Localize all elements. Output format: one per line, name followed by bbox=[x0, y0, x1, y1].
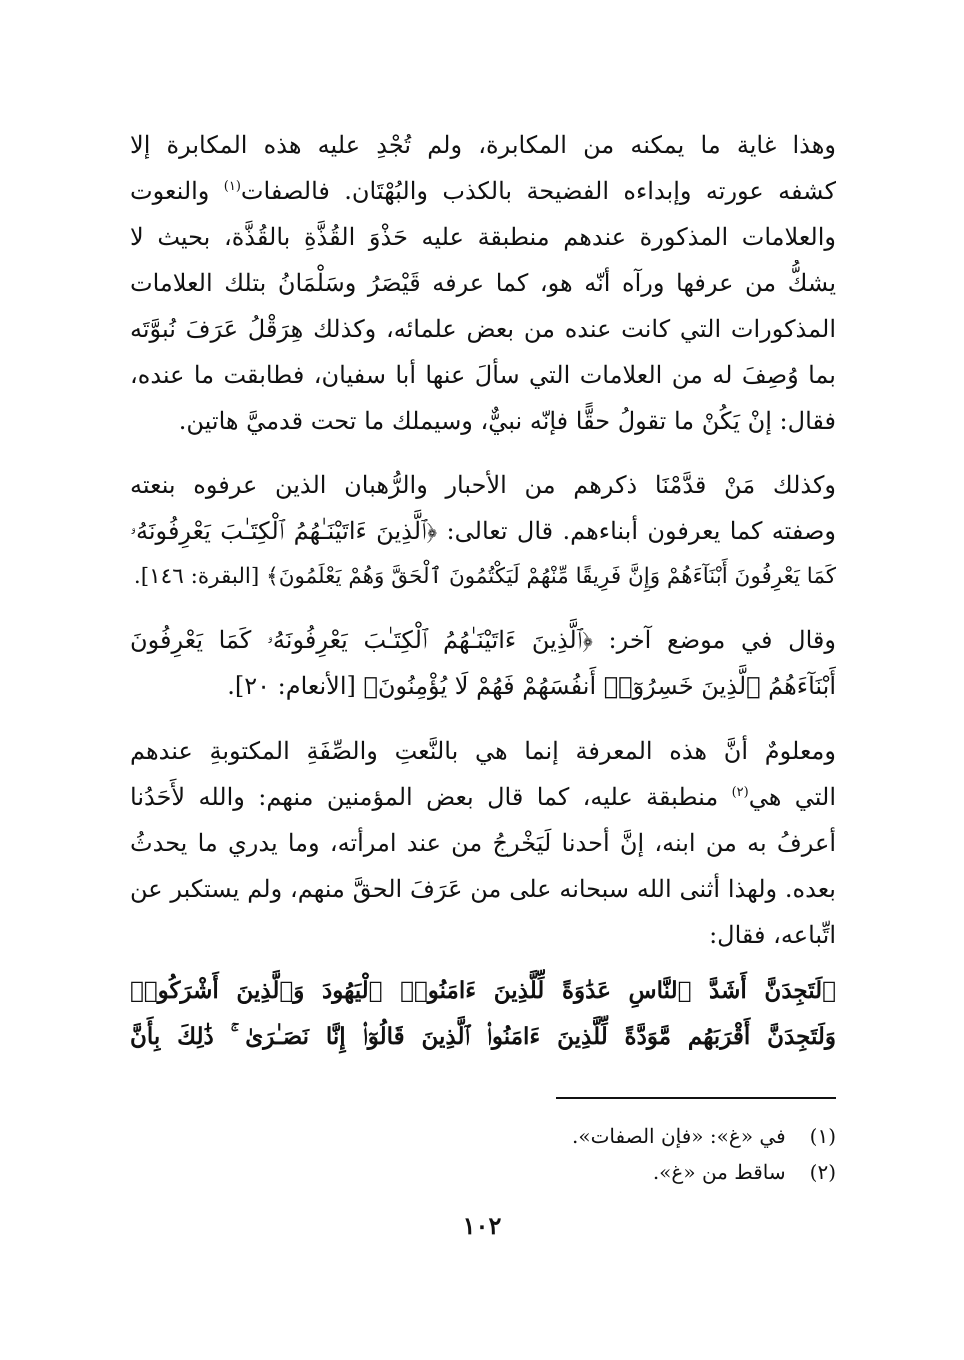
paragraph-line: ومعلومٌ أنَّ هذه المعرفة إنما هي بالنَّعتِ والصِّفَةِ المكتوبةِ عندهم bbox=[130, 737, 836, 765]
footnote-ref-1[interactable]: (١) bbox=[223, 179, 241, 194]
footnote-number: (٢) bbox=[809, 1160, 836, 1184]
paragraph-line: وقال في موضع آخر: ﴿ٱلَّذِينَ ءَاتَيْنَـٰهُمُ ٱلْكِتَـٰبَ يَعْرِفُونَهُۥ كَمَا يَعْرِفُونَ bbox=[130, 626, 836, 654]
paragraph-line: وكذلك مَنْ قدَّمْنَا ذكرهم من الأحبار والرُّهبان الذين عرفوه بنعته bbox=[130, 471, 836, 499]
paragraph-line: بما وُصِفَ له من العلامات التي سألَ عنها أبا سفيان، فطابقت ما عنده، bbox=[130, 361, 836, 389]
paragraph-line: والعلامات المذكورة عندهم منطبقة عليه حَذْوَ القُذَّةِ بالقُذَّة، بحيث لا bbox=[130, 223, 836, 251]
paragraph-line: اتِّباعه، فقال: bbox=[709, 921, 836, 949]
paragraph-4 bbox=[130, 728, 836, 958]
footnote-text: ساقط من «غ». bbox=[652, 1160, 786, 1184]
paragraph-line: أعرفُ به من ابنه، إنَّ أحدنا لَيَخْرجُ من عند امرأته، وما يدري ما يحدثُ bbox=[130, 829, 836, 857]
quran-line: ﴿لَتَجِدَنَّ أَشَدَّ ٱلنَّاسِ عَدَٰوَةً لِّلَّذِينَ ءَامَنُوا۟ ٱلْيَهُودَ وَٱلَّذِينَ أَشْرَكُوا۟ bbox=[130, 977, 836, 1004]
footnotes bbox=[130, 1118, 836, 1190]
footnote-number: (١) bbox=[809, 1124, 836, 1148]
paragraph-5-quran-verse bbox=[130, 968, 836, 1060]
paragraph-3 bbox=[130, 617, 836, 709]
paragraph-line: فقال: إنْ يَكُنْ ما تقولُ حقًّا فإنّه نبيٌّ، وسيملك ما تحت قدميَّ هاتين. bbox=[178, 407, 836, 435]
paragraph-line: وصفته كما يعرفون أبناءهم. قال تعالى: ﴿ٱلَّذِينَ ءَاتَيْنَـٰهُمُ ٱلْكِتَـٰبَ يَعْرِفُونَهُۥ bbox=[130, 517, 836, 545]
paragraph-line: وهذا غاية ما يمكنه من المكابرة، ولم تُجْدِ عليه هذه المكابرة إلا bbox=[130, 131, 836, 159]
line-text: منطبقة عليه، كما قال بعض المؤمنين منهم: والله لأَحَدُنا bbox=[130, 783, 719, 811]
footnote-text: في «غ»: «فإن الصفات». bbox=[571, 1124, 786, 1148]
paragraph-line: المذكورات التي كانت عنده من بعض علمائه، وكذلك هِرَقْلُ عَرَفَ نُبوَّتَه bbox=[130, 315, 836, 343]
paragraph-line: كَمَا يَعْرِفُونَ أَبْنَآءَهُمْ وَإِنَّ فَرِيقًا مِّنْهُمْ لَيَكْتُمُونَ ٱلْحَقَّ وَهُمْ يَعْلَمُونَ﴾ [البقرة: ١٤٦]. bbox=[133, 564, 836, 589]
page-number: ١٠٢ bbox=[462, 1211, 502, 1240]
line-text-tail: والنعوت bbox=[130, 177, 224, 205]
paragraph-line-with-footnote-ref bbox=[130, 774, 836, 820]
footnote-ref-2[interactable]: (٢) bbox=[731, 785, 749, 800]
footnote-2 bbox=[130, 1154, 836, 1190]
footnote-1 bbox=[130, 1118, 836, 1154]
paragraph-2 bbox=[130, 462, 836, 600]
paragraph-line: بعده. ولهذا أثنى الله سبحانه على من عَرَفَ الحقَّ منهم، ولم يستكبر عن bbox=[130, 875, 836, 903]
paragraph-line: يشكُّ من عرفها ورآه أنّه هو، كما عرفه قَيْصَرُ وسَلْمَانُ بتلك العلامات bbox=[130, 269, 836, 297]
paragraph-1 bbox=[130, 122, 836, 444]
line-text: كشفه عورته وإبداءه الفضيحة بالكذب والبُهْتَان. فالصفات bbox=[240, 177, 836, 205]
quran-line: وَلَتَجِدَنَّ أَقْرَبَهُم مَّوَدَّةً لِّلَّذِينَ ءَامَنُوا۟ ٱلَّذِينَ قَالُوٓا۟ إِنَّا نَصَـٰرَىٰ ۚ ذَٰلِكَ بِأَنَّ bbox=[130, 1023, 836, 1050]
line-text-head: التي هي bbox=[748, 783, 836, 811]
footnote-divider bbox=[556, 1097, 836, 1099]
paragraph-line: أَبْنَآءَهُمُ ٱلَّذِينَ خَسِرُوٓا۟ أَنفُسَهُمْ فَهُمْ لَا يُؤْمِنُونَ﴾ [الأنعام: ٢٠]. bbox=[227, 672, 836, 700]
paragraph-line-with-footnote-ref bbox=[130, 168, 836, 214]
